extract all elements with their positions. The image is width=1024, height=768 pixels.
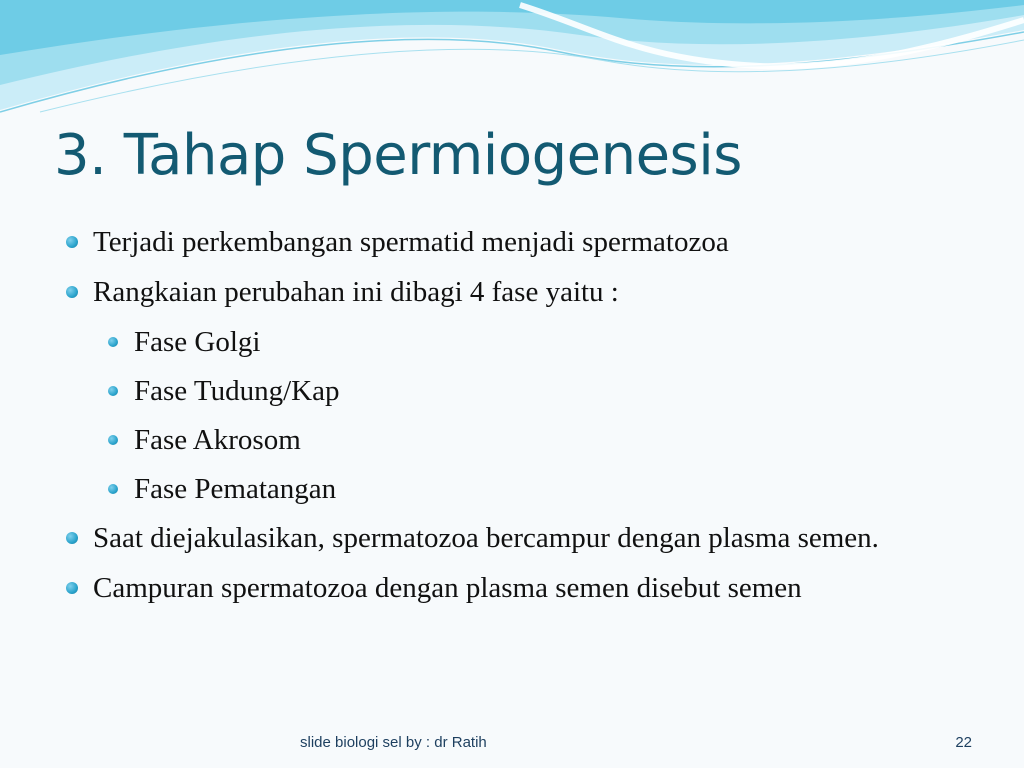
slide-title: 3. Tahap Spermiogenesis [54,123,742,188]
bullet-icon [66,582,78,594]
decorative-wave-header [0,0,1024,130]
sub-bullet-item [64,322,964,362]
bullet-icon [108,484,118,494]
sub-bullet-item [64,371,964,411]
bullet-item [64,272,964,312]
bullet-icon [66,286,78,298]
bullet-icon [66,532,78,544]
bullet-item [64,222,964,262]
bullet-text: Campuran spermatozoa dengan plasma semen disebut semen [93,572,802,604]
bullet-text: Saat diejakulasikan, spermatozoa bercampur dengan plasma semen. [93,522,879,554]
sub-bullet-item [64,420,964,460]
sub-bullet-text: Fase Tudung/Kap [134,375,340,407]
bullet-icon [108,386,118,396]
footer-text: slide biologi sel by : dr Ratih [300,734,487,751]
bullet-list [64,222,964,618]
bullet-text: Rangkaian perubahan ini dibagi 4 fase yaitu : [93,276,619,308]
sub-bullet-item [64,469,964,509]
bullet-icon [66,236,78,248]
bullet-text: Terjadi perkembangan spermatid menjadi spermatozoa [93,226,729,258]
sub-bullet-text: Fase Golgi [134,326,261,358]
page-number: 22 [955,734,972,751]
bullet-item [64,518,964,558]
sub-bullet-text: Fase Pematangan [134,473,337,505]
bullet-item [64,568,964,608]
sub-bullet-text: Fase Akrosom [134,424,301,456]
bullet-icon [108,435,118,445]
bullet-icon [108,337,118,347]
